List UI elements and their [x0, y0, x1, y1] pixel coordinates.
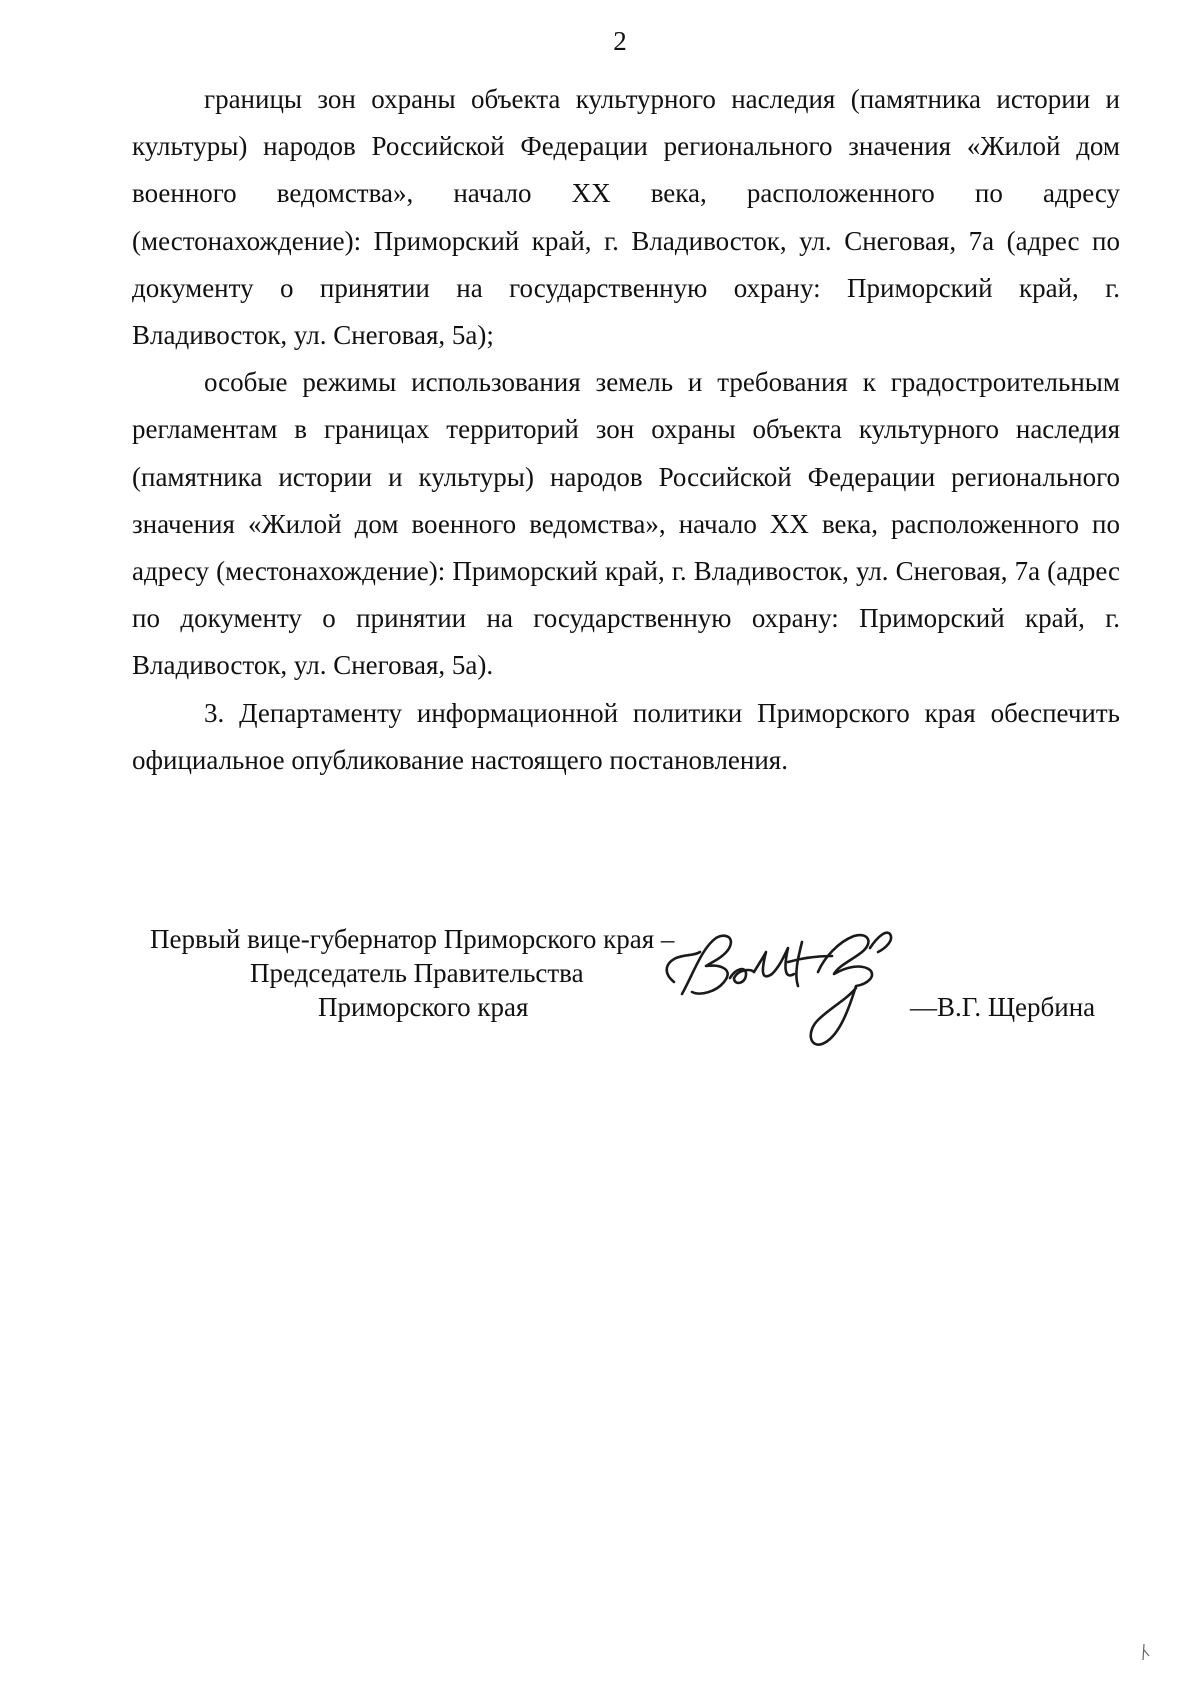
paragraph-protection-zone-boundaries: границы зон охраны объекта культурного наследия (памятника истории и культуры) народов Российской Федерации регионального значения «Жилой дом военного ведомства», начало XX века, расположенного по адресу (местонахождение): Приморский край, г. Владивосток, ул. Снеговая, 7а (адрес по документу о принятии на государственную охрану: Приморский край, г. Владивосток, ул. Снеговая, 5а); [132, 84, 1120, 351]
page-number: 2 [613, 26, 627, 56]
paragraph-land-use-regimes: особые режимы использования земель и требования к градостроительным регламентам в границах территорий зон охраны объекта культурного наследия (памятника истории и культуры) народов Российской Федерации регионального значения «Жилой дом военного ведомства», начало XX века, расположенного по адресу (местонахождение): Приморский край, г. Владивосток, ул. Снеговая, 7а (адрес по документу о принятии на государственную охрану: Приморский край, г. Владивосток, ул. Снеговая, 5а). [132, 367, 1120, 681]
signatory-title-line-2: Председатель Правительства [250, 958, 584, 988]
paragraph-publication-order: 3. Департаменту информационной политики Приморского края обеспечить официальное опубликование настоящего постановления. [132, 697, 1120, 775]
scan-artifact-mark [1139, 1640, 1153, 1664]
document-body [132, 76, 1120, 784]
signatory-title-line-1: Первый вице-губернатор Приморского края – [150, 924, 675, 954]
signatory-name: —В.Г. Щербина [910, 992, 1096, 1022]
handwritten-signature [642, 912, 942, 1052]
signatory-title-line-3: Приморского края [318, 992, 529, 1022]
signature-block [130, 922, 1130, 1082]
